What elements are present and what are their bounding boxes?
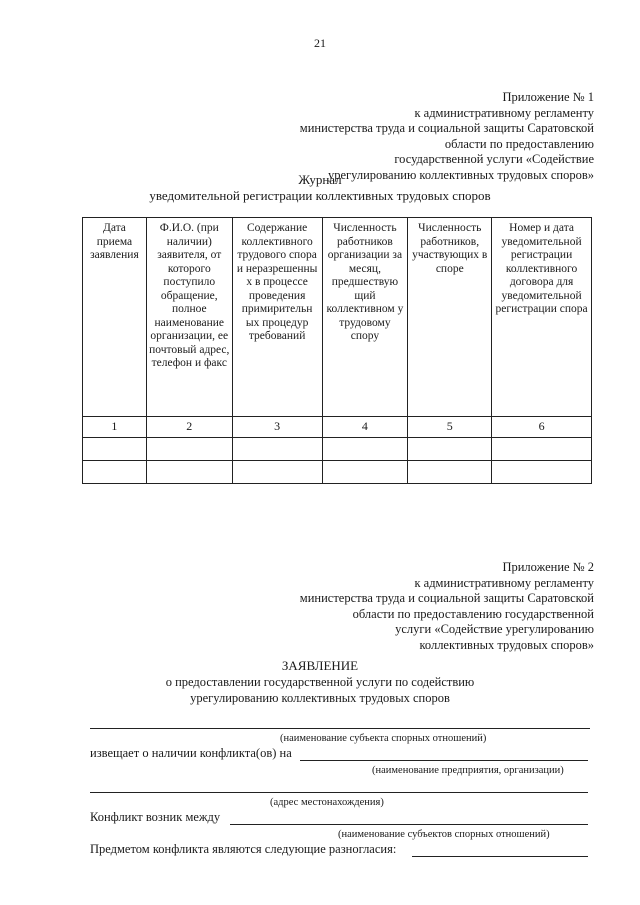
table-number-row — [83, 417, 592, 438]
statement-subtitle: урегулированию коллективных трудовых споров — [190, 691, 450, 705]
column-header: Численность работников организации за месяц, предшествую щий коллективном у трудовому спору — [322, 218, 408, 417]
notifies-label: извещает о наличии конфликта(ов) на — [90, 746, 292, 760]
appendix-2-line: министерства труда и социальной защиты Саратовской — [299, 591, 594, 605]
column-number: 3 — [232, 417, 322, 438]
appendix-2-header — [300, 560, 594, 653]
appendix-1-line: государственной услуги «Содействие — [394, 152, 594, 166]
table-cell[interactable] — [146, 438, 232, 461]
appendix-1-line: к административному регламенту — [414, 105, 594, 120]
caption-enterprise: (наименование предприятия, организации) — [372, 765, 564, 776]
table-cell[interactable] — [232, 438, 322, 461]
column-number: 4 — [322, 417, 408, 438]
column-number: 6 — [492, 417, 592, 438]
appendix-1-line: Приложение № 1 — [502, 90, 594, 104]
table-header-row — [83, 218, 592, 417]
table-cell[interactable] — [232, 461, 322, 484]
appendix-2-line: коллективных трудовых споров» — [419, 637, 594, 652]
appendix-2-line: к административному регламенту — [414, 575, 594, 590]
conflict-between-label: Конфликт возник между — [90, 810, 221, 824]
column-number: 5 — [408, 417, 492, 438]
column-header: Дата приема заявления — [83, 218, 147, 417]
table-cell[interactable] — [408, 461, 492, 484]
journal-title: Журнал — [298, 172, 342, 187]
appendix-1-line: урегулированию коллективных трудовых споров» — [328, 167, 594, 182]
subject-field-line[interactable] — [90, 728, 590, 729]
statement-subtitle: о предоставлении государственной услуги по содействию — [165, 675, 475, 689]
journal-subtitle: уведомительной регистрации коллективных трудовых споров — [149, 188, 491, 203]
page-number: 21 — [314, 36, 326, 50]
column-header: Ф.И.О. (при наличии) заявителя, от которого поступило обращение, полное наименование организации, ее почтовый адрес, телефон и факс — [146, 218, 232, 417]
caption-subject: (наименование субъекта спорных отношений) — [280, 733, 487, 744]
subjects-field-line[interactable] — [230, 824, 588, 825]
table-row — [83, 461, 592, 484]
conflict-subject-label: Предметом конфликта являются следующие разногласия: — [90, 842, 397, 856]
table-cell[interactable] — [408, 438, 492, 461]
table-cell[interactable] — [83, 461, 147, 484]
column-header: Содержание коллективного трудового спора и неразрешенны х в процессе проведения примирительн ых процедур требований — [232, 218, 322, 417]
appendix-1-line: министерства труда и социальной защиты Саратовской — [299, 121, 594, 135]
enterprise-field-line[interactable] — [300, 760, 588, 761]
appendix-2-line: области по предоставлению государственной — [352, 606, 594, 621]
appendix-2-line: услуги «Содействие урегулированию — [395, 622, 594, 636]
disagreements-field-line[interactable] — [412, 856, 588, 857]
table-cell[interactable] — [492, 438, 592, 461]
table-cell[interactable] — [83, 438, 147, 461]
column-number: 2 — [146, 417, 232, 438]
appendix-1-header — [300, 90, 594, 183]
caption-address: (адрес местонахождения) — [270, 797, 384, 808]
caption-subjects: (наименование субъектов спорных отношений) — [338, 829, 550, 840]
statement-title: ЗАЯВЛЕНИЕ — [281, 658, 359, 673]
address-field-line[interactable] — [90, 792, 588, 793]
column-header: Численность работников, участвующих в споре — [408, 218, 492, 417]
column-header: Номер и дата уведомительной регистрации коллективного договора для уведомительной регистрации спора — [492, 218, 592, 417]
appendix-1-line: области по предоставлению — [444, 136, 594, 151]
column-number: 1 — [83, 417, 147, 438]
table-cell[interactable] — [322, 461, 408, 484]
journal-table — [82, 217, 592, 484]
table-cell[interactable] — [492, 461, 592, 484]
table-cell[interactable] — [322, 438, 408, 461]
table-cell[interactable] — [146, 461, 232, 484]
table-row — [83, 438, 592, 461]
appendix-2-line: Приложение № 2 — [502, 560, 594, 574]
